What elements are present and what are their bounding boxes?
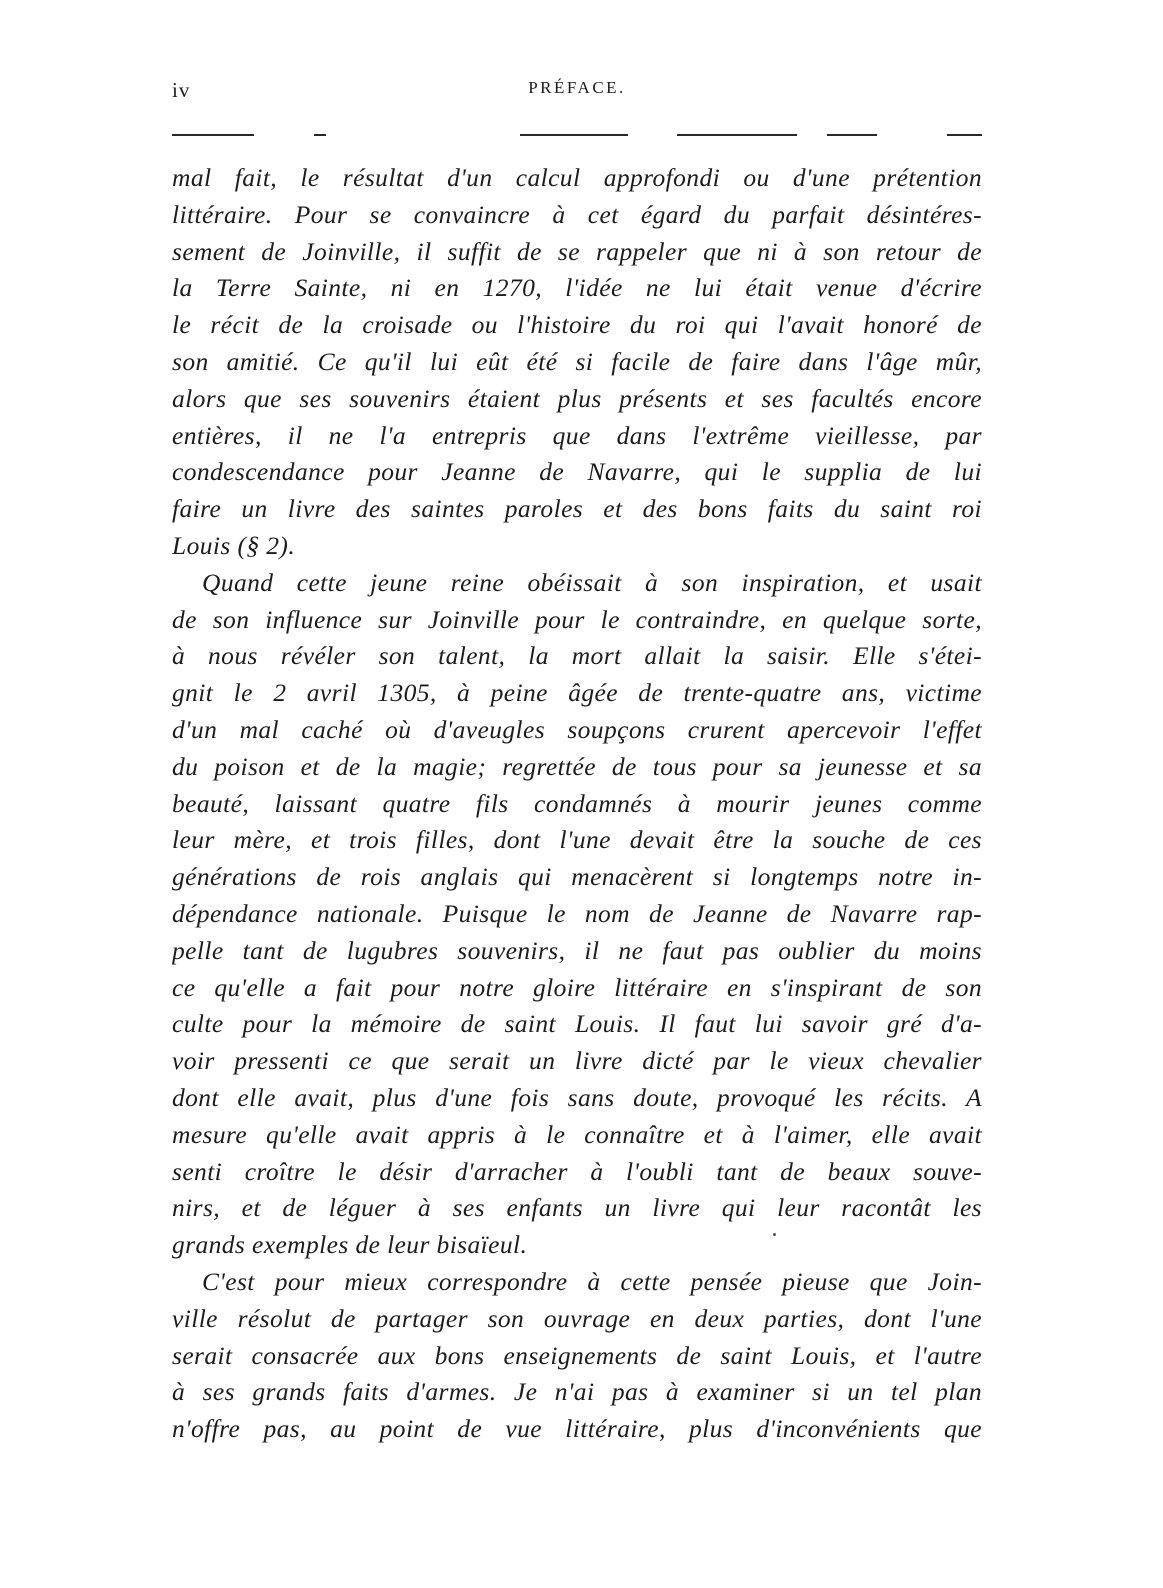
- text-line: dépendance nationale. Puisque le nom de Jeanne de Navarre rap-: [172, 898, 982, 928]
- body-text: [172, 160, 982, 1448]
- text-line: d'un mal caché où d'aveugles soupçons crurent apercevoir l'effet: [172, 714, 982, 744]
- page-header: [172, 78, 982, 108]
- text-line: Quand cette jeune reine obéissait à son inspiration, et usait: [202, 567, 982, 597]
- text-line: condescendance pour Jeanne de Navarre, qui le supplia de lui: [172, 457, 982, 487]
- ink-speck: [773, 1233, 776, 1236]
- paragraph-1: [172, 160, 982, 565]
- text-line: faire un livre des saintes paroles et des bons faits du saint roi: [172, 494, 982, 524]
- text-line: le récit de la croisade ou l'histoire du roi qui l'avait honoré de: [172, 310, 982, 340]
- text-line: n'offre pas, au point de vue littéraire, plus d'inconvénients que: [172, 1414, 982, 1444]
- text-line: ce qu'elle a fait pour notre gloire littéraire en s'inspirant de son: [172, 972, 982, 1002]
- text-line: dont elle avait, plus d'une fois sans doute, provoqué les récits. A: [172, 1082, 982, 1112]
- text-line: entières, il ne l'a entrepris que dans l'extrême vieillesse, par: [172, 420, 982, 450]
- text-line: son amitié. Ce qu'il lui eût été si facile de faire dans l'âge mûr,: [172, 346, 982, 376]
- text-line: la Terre Sainte, ni en 1270, l'idée ne lui était venue d'écrire: [172, 273, 982, 303]
- text-line: de son influence sur Joinville pour le contraindre, en quelque sorte,: [172, 604, 982, 634]
- text-line: pelle tant de lugubres souvenirs, il ne faut pas oublier du moins: [172, 935, 982, 965]
- text-line: sement de Joinville, il suffit de se rappeler que ni à son retour de: [172, 236, 982, 266]
- text-line: Louis (§ 2).: [172, 530, 296, 560]
- text-line: du poison et de la magie; regrettée de tous pour sa jeunesse et sa: [172, 751, 982, 781]
- text-line: grands exemples de leur bisaïeul.: [172, 1230, 528, 1260]
- text-line: à nous révéler son talent, la mort allait la saisir. Elle s'étei-: [172, 641, 982, 671]
- text-line: leur mère, et trois filles, dont l'une devait être la souche de ces: [172, 825, 982, 855]
- text-line: mal fait, le résultat d'un calcul approfondi ou d'une prétention: [172, 163, 982, 192]
- paragraph-3: [172, 1264, 982, 1448]
- page-number: iv: [172, 78, 191, 102]
- running-title: PRÉFACE.: [528, 78, 626, 97]
- text-line: senti croître le désir d'arracher à l'oubli tant de beaux souve-: [172, 1156, 982, 1186]
- text-line: serait consacrée aux bons enseignements de saint Louis, et l'autre: [172, 1340, 982, 1370]
- text-line: littéraire. Pour se convaincre à cet égard du parfait désintéres-: [172, 199, 982, 229]
- text-line: à ses grands faits d'armes. Je n'ai pas à examiner si un tel plan: [172, 1377, 982, 1407]
- paragraph-2: [172, 565, 982, 1264]
- text-line: culte pour la mémoire de saint Louis. Il faut lui savoir gré d'a-: [172, 1009, 982, 1039]
- text-line: ville résolut de partager son ouvrage en deux parties, dont l'une: [172, 1303, 982, 1333]
- text-line: voir pressenti ce que serait un livre dicté par le vieux chevalier: [172, 1046, 982, 1076]
- header-rule: [172, 134, 982, 137]
- text-line: C'est pour mieux correspondre à cette pensée pieuse que Join-: [202, 1266, 982, 1296]
- text-line: beauté, laissant quatre fils condamnés à mourir jeunes comme: [172, 788, 982, 818]
- text-line: mesure qu'elle avait appris à le connaître et à l'aimer, elle avait: [172, 1119, 982, 1149]
- text-line: nirs, et de léguer à ses enfants un livre qui leur racontât les: [172, 1193, 982, 1223]
- text-line: alors que ses souvenirs étaient plus présents et ses facultés encore: [172, 383, 982, 413]
- text-line: générations de rois anglais qui menacèrent si longtemps notre in-: [172, 862, 982, 892]
- text-line: gnit le 2 avril 1305, à peine âgée de trente-quatre ans, victime: [172, 678, 982, 708]
